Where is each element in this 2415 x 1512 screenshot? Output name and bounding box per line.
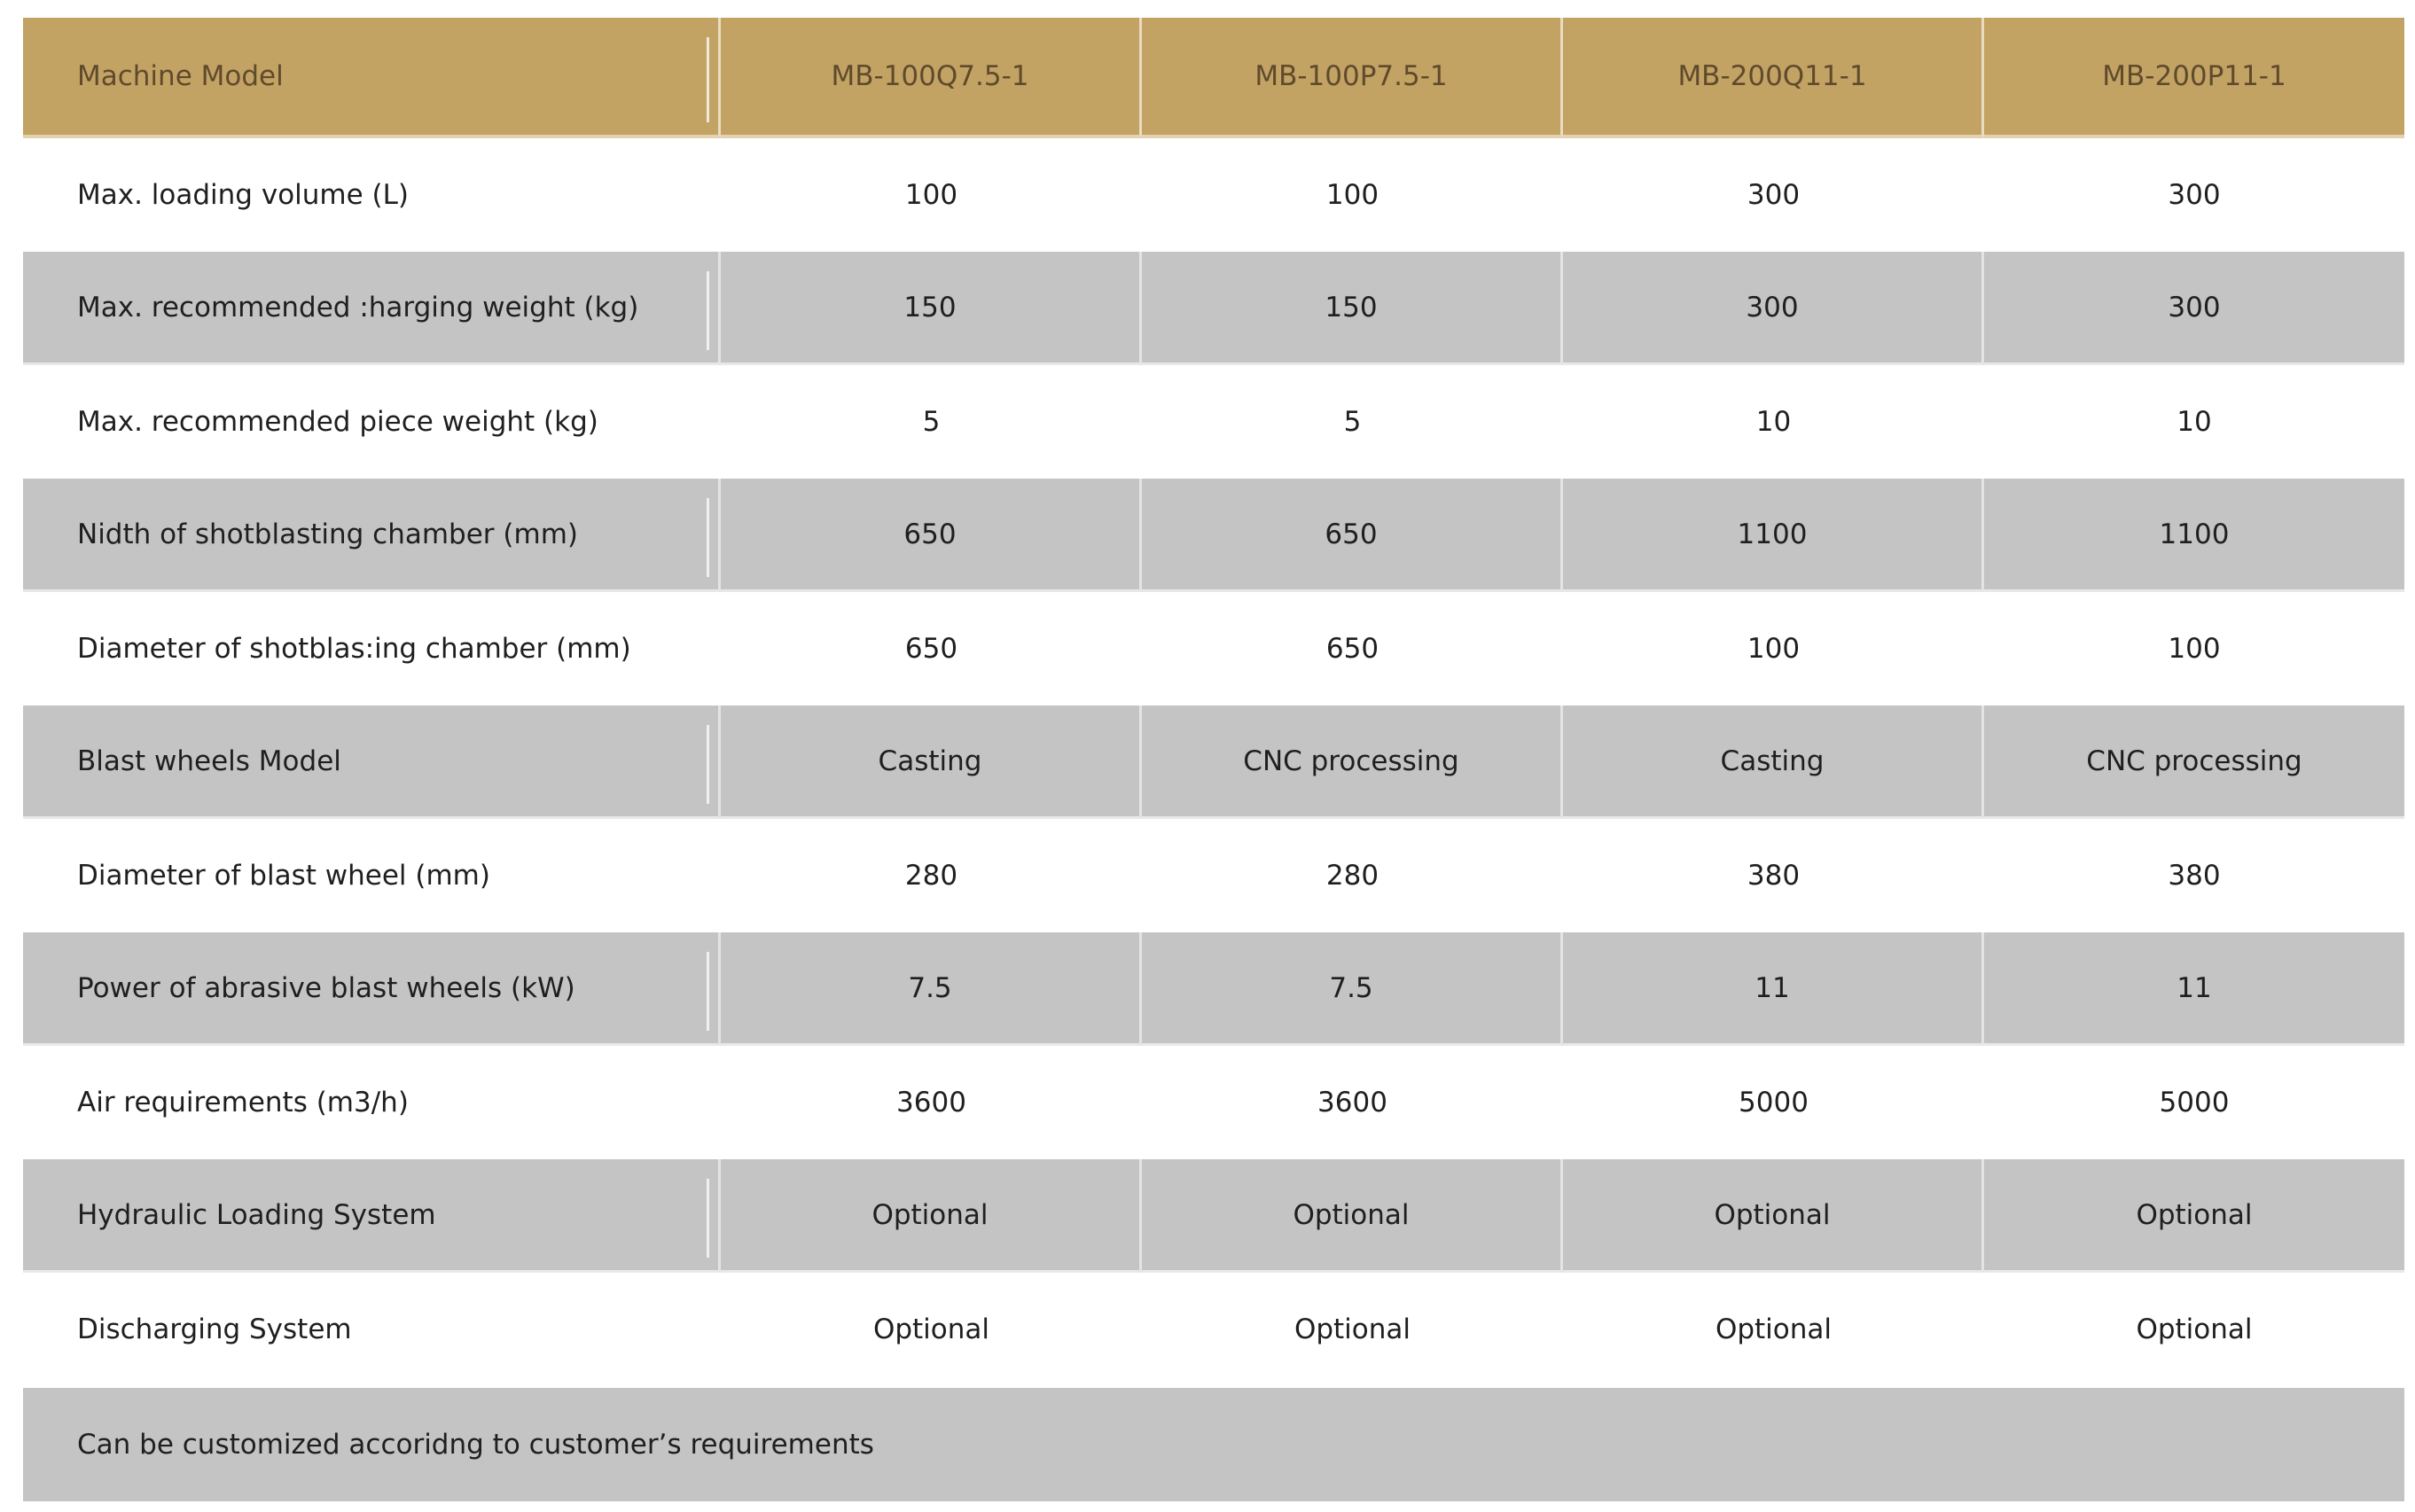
row-value: 280 xyxy=(721,819,1142,932)
row-label: Blast wheels Model xyxy=(23,705,721,819)
row-value: 380 xyxy=(1984,819,2404,932)
row-value: 650 xyxy=(1142,592,1563,705)
row-label: Hydraulic Loading System xyxy=(23,1159,721,1273)
row-value: 100 xyxy=(1142,138,1563,252)
row-value: 3600 xyxy=(721,1046,1142,1159)
row-value: 7.5 xyxy=(721,932,1142,1046)
header-model: MB-200Q11-1 xyxy=(1563,18,1984,138)
row-label: Power of abrasive blast wheels (kW) xyxy=(23,932,721,1046)
row-value: 650 xyxy=(1142,479,1563,592)
row-value: 100 xyxy=(721,138,1142,252)
row-value: 1100 xyxy=(1563,479,1984,592)
row-value: 100 xyxy=(1563,592,1984,705)
header-label: Machine Model xyxy=(23,18,721,138)
header-model: MB-100P7.5-1 xyxy=(1142,18,1563,138)
row-value: 5000 xyxy=(1984,1046,2404,1159)
row-value: 3600 xyxy=(1142,1046,1563,1159)
row-value: CNC processing xyxy=(1142,705,1563,819)
row-label: Diameter of shotblas:ing chamber (mm) xyxy=(23,592,721,705)
row-value: Optional xyxy=(721,1159,1142,1273)
row-value: 280 xyxy=(1142,819,1563,932)
row-value: Optional xyxy=(1563,1159,1984,1273)
row-value: Optional xyxy=(1142,1273,1563,1386)
row-value: Optional xyxy=(1984,1159,2404,1273)
row-value: CNC processing xyxy=(1984,705,2404,819)
row-value: Casting xyxy=(721,705,1142,819)
row-label: Nidth of shotblasting chamber (mm) xyxy=(23,479,721,592)
row-value: 650 xyxy=(721,479,1142,592)
row-value: 1100 xyxy=(1984,479,2404,592)
row-value: 7.5 xyxy=(1142,932,1563,1046)
customization-note: Can be customized accoridng to customer’s requirements xyxy=(23,1388,2404,1501)
row-value: 10 xyxy=(1563,365,1984,479)
header-model: MB-200P11-1 xyxy=(1984,18,2404,138)
spec-table xyxy=(23,18,2404,1501)
row-value: 300 xyxy=(1563,138,1984,252)
row-value: Optional xyxy=(1563,1273,1984,1386)
row-value: 150 xyxy=(1142,252,1563,365)
row-label: Air requirements (m3/h) xyxy=(23,1046,721,1159)
row-label: Discharging System xyxy=(23,1273,721,1386)
row-value: 10 xyxy=(1984,365,2404,479)
row-value: 5 xyxy=(1142,365,1563,479)
row-value: 300 xyxy=(1984,252,2404,365)
row-value: Optional xyxy=(721,1273,1142,1386)
row-label: Max. recommended :harging weight (kg) xyxy=(23,252,721,365)
row-value: Casting xyxy=(1563,705,1984,819)
row-value: 5000 xyxy=(1563,1046,1984,1159)
row-value: 300 xyxy=(1984,138,2404,252)
row-value: 11 xyxy=(1563,932,1984,1046)
header-model: MB-100Q7.5-1 xyxy=(721,18,1142,138)
row-value: 380 xyxy=(1563,819,1984,932)
row-value: 5 xyxy=(721,365,1142,479)
row-label: Max. loading volume (L) xyxy=(23,138,721,252)
row-value: 300 xyxy=(1563,252,1984,365)
row-value: 650 xyxy=(721,592,1142,705)
row-value: Optional xyxy=(1984,1273,2404,1386)
row-label: Diameter of blast wheel (mm) xyxy=(23,819,721,932)
row-value: Optional xyxy=(1142,1159,1563,1273)
row-value: 11 xyxy=(1984,932,2404,1046)
row-value: 100 xyxy=(1984,592,2404,705)
row-label: Max. recommended piece weight (kg) xyxy=(23,365,721,479)
row-value: 150 xyxy=(721,252,1142,365)
